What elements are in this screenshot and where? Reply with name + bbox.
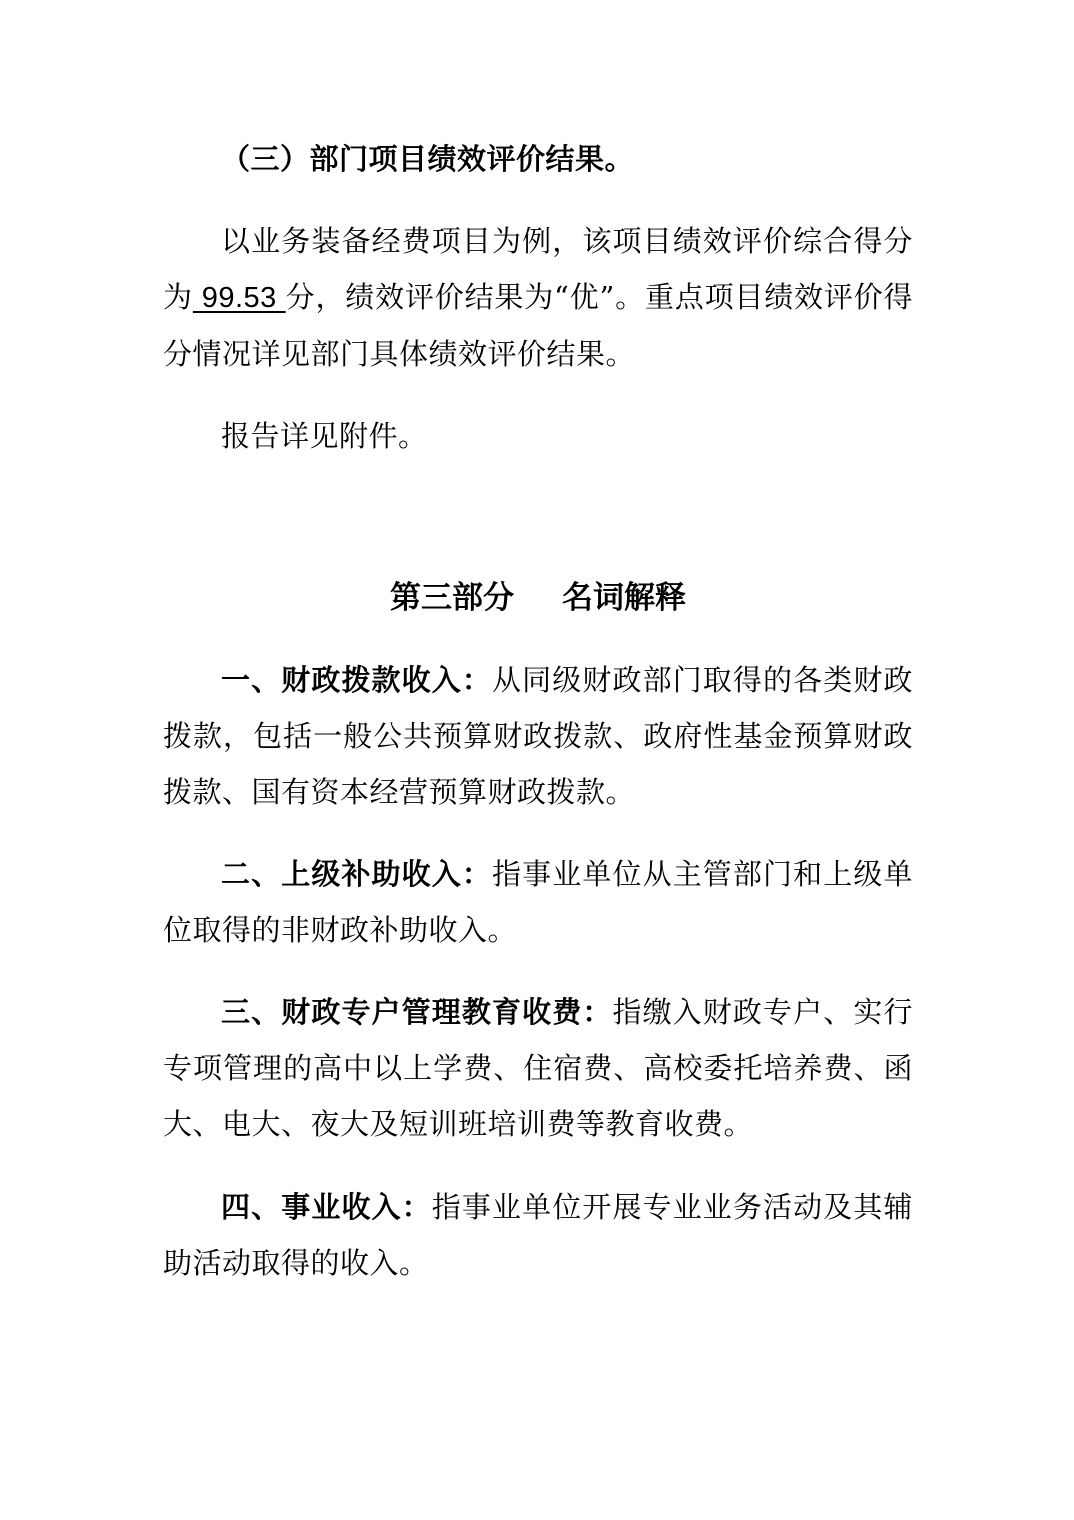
part-heading-number: 第三部分 bbox=[390, 580, 514, 616]
definition-text: 指事业单位从主管部门和上级单位取得的非财政补助收入。 bbox=[163, 857, 913, 947]
definition-text: 指缴入财政专户、实行专项管理的高中以上学费、住宿费、高校委托培养费、函大、电大、夜大及短训班培训费等教育收费。 bbox=[163, 995, 913, 1141]
report-note: 报告详见附件。 bbox=[221, 419, 428, 453]
evaluation-score: 99.53 bbox=[192, 282, 286, 314]
section-title: （三）部门项目绩效评价结果。 bbox=[221, 142, 635, 176]
definition-term: 一、财政拨款收入： bbox=[221, 663, 493, 697]
definition-term: 二、上级补助收入： bbox=[221, 857, 493, 891]
evaluation-text-before: 以业务装备经费项目为例，该项目绩效评价综合得分为 bbox=[163, 224, 913, 314]
definition-term: 四、事业收入： bbox=[221, 1190, 432, 1224]
part-heading-title: 名词解释 bbox=[562, 580, 686, 616]
definition-text: 指事业单位开展专业业务活动及其辅助活动取得的收入。 bbox=[163, 1190, 913, 1280]
definition-item bbox=[163, 846, 913, 958]
part-heading bbox=[163, 570, 913, 626]
evaluation-paragraph bbox=[163, 213, 913, 382]
evaluation-text-after: 分，绩效评价结果为“优”。重点项目绩效评价得分情况详见部门具体绩效评价结果。 bbox=[163, 280, 913, 371]
definition-item bbox=[163, 1179, 913, 1291]
definition-item bbox=[163, 652, 913, 820]
definition-text: 从同级财政部门取得的各类财政拨款，包括一般公共预算财政拨款、政府性基金预算财政拨款、国有资本经营预算财政拨款。 bbox=[163, 663, 913, 809]
definition-term: 三、财政专户管理教育收费： bbox=[221, 995, 613, 1029]
definition-item bbox=[163, 984, 913, 1152]
